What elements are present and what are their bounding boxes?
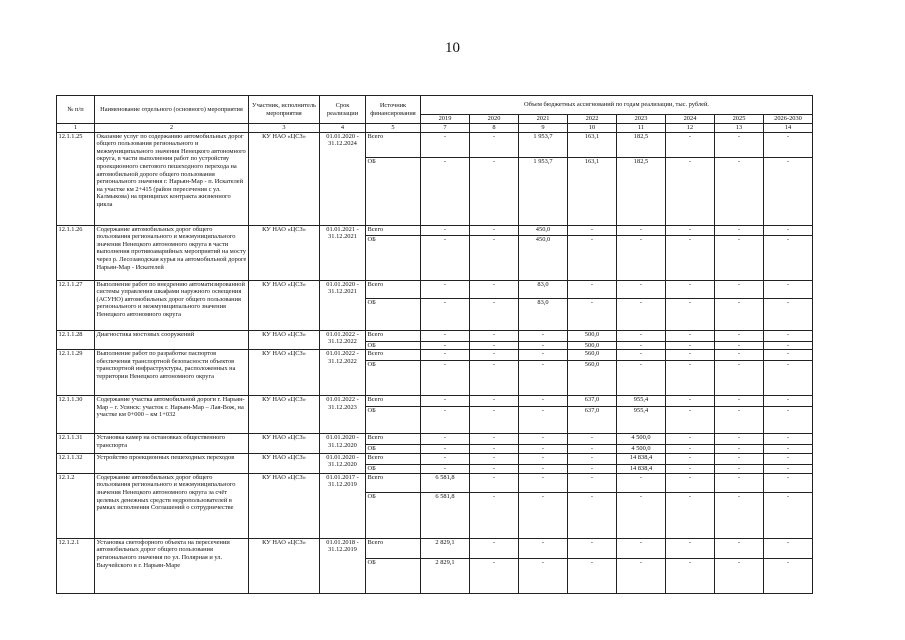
budget-value: -: [421, 445, 470, 454]
funding-source: ОБ: [366, 341, 421, 350]
budget-value: -: [568, 464, 617, 473]
budget-value: -: [715, 473, 764, 492]
budget-value: -: [715, 538, 764, 558]
budget-value: -: [568, 445, 617, 454]
budget-value: -: [764, 132, 813, 157]
budget-value: -: [519, 464, 568, 473]
budget-value: -: [470, 492, 519, 538]
funding-source: ОБ: [366, 235, 421, 280]
budget-value: -: [715, 396, 764, 407]
budget-value: -: [666, 434, 715, 445]
period: 01.01.2021 - 31.12.2021: [320, 225, 366, 280]
budget-value: -: [617, 361, 666, 396]
budget-value: 4 500,0: [617, 434, 666, 445]
participant: КУ НАО «ЦСЗ»: [249, 350, 320, 396]
budget-value: -: [764, 396, 813, 407]
budget-value: -: [568, 298, 617, 330]
budget-value: -: [764, 361, 813, 396]
budget-value: 1 953,7: [519, 157, 568, 225]
column-number: 8: [470, 124, 519, 133]
budget-value: -: [666, 350, 715, 361]
budget-value: -: [715, 225, 764, 235]
budget-value: -: [519, 396, 568, 407]
funding-source: Всего: [366, 350, 421, 361]
budget-value: -: [470, 453, 519, 464]
budget-value: -: [764, 280, 813, 298]
budget-value: -: [519, 434, 568, 445]
budget-value: -: [666, 558, 715, 593]
budget-value: -: [519, 341, 568, 350]
budget-value: 4 500,0: [617, 445, 666, 454]
budget-value: -: [715, 453, 764, 464]
column-number: 13: [715, 124, 764, 133]
budget-value: -: [568, 280, 617, 298]
budget-value: -: [666, 225, 715, 235]
budget-value: -: [764, 453, 813, 464]
funding-source: Всего: [366, 396, 421, 407]
budget-value: -: [470, 298, 519, 330]
budget-value: -: [421, 132, 470, 157]
budget-value: -: [470, 407, 519, 434]
budget-value: -: [764, 492, 813, 538]
budget-value: -: [470, 434, 519, 445]
table-row: [57, 225, 813, 235]
row-number: 12.1.2: [57, 473, 95, 538]
budget-value: -: [470, 445, 519, 454]
budget-value: -: [519, 492, 568, 538]
budget-value: -: [764, 341, 813, 350]
budget-value: -: [519, 361, 568, 396]
budget-value: -: [617, 341, 666, 350]
budget-value: -: [666, 464, 715, 473]
budget-value: -: [617, 330, 666, 341]
budget-value: -: [617, 235, 666, 280]
table-row: [57, 453, 813, 464]
participant: КУ НАО «ЦСЗ»: [249, 453, 320, 473]
table-row: [57, 538, 813, 558]
participant: КУ НАО «ЦСЗ»: [249, 132, 320, 225]
budget-value: -: [470, 330, 519, 341]
header-source: Источник финансирования: [366, 96, 421, 124]
funding-source: Всего: [366, 225, 421, 235]
budget-value: 14 838,4: [617, 464, 666, 473]
budget-value: -: [617, 350, 666, 361]
budget-value: -: [715, 492, 764, 538]
budget-value: -: [470, 341, 519, 350]
funding-source: Всего: [366, 453, 421, 464]
column-number: 14: [764, 124, 813, 133]
activity-name: Содержание автомобильных дорог общего пользования регионального и межмуниципального значения Ненецкого автономного округа в части выполнения противоаварийных мероприятий на мосту через р. Лесозаводская курья на автомобильной дороге Нарьян-Мар - Искателей: [95, 225, 249, 280]
budget-value: -: [666, 538, 715, 558]
table-row: [57, 280, 813, 298]
period: 01.01.2022 - 31.12.2023: [320, 396, 366, 434]
budget-value: 955,4: [617, 407, 666, 434]
funding-source: Всего: [366, 538, 421, 558]
budget-value: -: [764, 157, 813, 225]
table-row: [57, 330, 813, 341]
header-year: 2021: [519, 115, 568, 124]
budget-value: -: [470, 225, 519, 235]
budget-value: 163,1: [568, 132, 617, 157]
budget-value: -: [470, 132, 519, 157]
budget-value: -: [421, 407, 470, 434]
participant: КУ НАО «ЦСЗ»: [249, 280, 320, 330]
budget-value: -: [764, 464, 813, 473]
funding-source: Всего: [366, 132, 421, 157]
budget-value: -: [715, 361, 764, 396]
budget-value: -: [666, 407, 715, 434]
budget-value: -: [568, 453, 617, 464]
budget-value: -: [666, 280, 715, 298]
budget-value: -: [568, 492, 617, 538]
budget-value: -: [764, 445, 813, 454]
header-year: 2020: [470, 115, 519, 124]
budget-value: -: [617, 473, 666, 492]
row-number: 12.1.1.28: [57, 330, 95, 350]
budget-value: -: [715, 132, 764, 157]
budget-value: 2 829,1: [421, 558, 470, 593]
column-number: 9: [519, 124, 568, 133]
budget-value: -: [666, 341, 715, 350]
budget-value: -: [470, 538, 519, 558]
budget-value: -: [715, 350, 764, 361]
table-row: [57, 473, 813, 492]
budget-value: -: [715, 280, 764, 298]
period: 01.01.2020 - 31.12.2021: [320, 280, 366, 330]
budget-value: 500,0: [568, 341, 617, 350]
budget-value: -: [421, 298, 470, 330]
budget-value: -: [470, 157, 519, 225]
budget-value: -: [764, 473, 813, 492]
header-year: 2026-2030: [764, 115, 813, 124]
table-row: [57, 132, 813, 157]
row-number: 12.1.1.27: [57, 280, 95, 330]
period: 01.01.2020 - 31.12.2020: [320, 434, 366, 454]
budget-value: 637,0: [568, 407, 617, 434]
page-number: 10: [445, 40, 460, 56]
budget-value: -: [421, 464, 470, 473]
budget-value: -: [764, 298, 813, 330]
header-year: 2025: [715, 115, 764, 124]
column-number: 1: [57, 124, 95, 133]
budget-value: -: [764, 330, 813, 341]
budget-value: -: [519, 558, 568, 593]
funding-source: ОБ: [366, 298, 421, 330]
budget-value: -: [470, 280, 519, 298]
funding-source: ОБ: [366, 492, 421, 538]
budget-value: -: [421, 235, 470, 280]
budget-value: 163,1: [568, 157, 617, 225]
budget-value: -: [470, 235, 519, 280]
budget-value: -: [617, 538, 666, 558]
budget-value: -: [666, 453, 715, 464]
budget-value: -: [666, 298, 715, 330]
activity-name: Выполнение работ по внедрению автоматизированной системы управления шкафами наружного освещения (АСУНО) автомобильных дорог общего пользования регионального и межмуниципального значения Ненецкого автономного округа: [95, 280, 249, 330]
participant: КУ НАО «ЦСЗ»: [249, 538, 320, 593]
row-number: 12.1.1.31: [57, 434, 95, 454]
header-year: 2019: [421, 115, 470, 124]
budget-value: -: [764, 350, 813, 361]
participant: КУ НАО «ЦСЗ»: [249, 225, 320, 280]
budget-value: -: [715, 407, 764, 434]
budget-value: -: [519, 350, 568, 361]
budget-value: 560,0: [568, 361, 617, 396]
participant: КУ НАО «ЦСЗ»: [249, 473, 320, 538]
activity-name: Содержание автомобильных дорог общего пользования регионального и межмуниципального значения Ненецкого автономного округа за счёт целевых денежных средств недропользователей в рамках исполнения Соглашений о сотрудничестве: [95, 473, 249, 538]
period: 01.01.2017 - 31.12.2019: [320, 473, 366, 538]
row-number: 12.1.1.32: [57, 453, 95, 473]
participant: КУ НАО «ЦСЗ»: [249, 434, 320, 454]
budget-value: -: [568, 558, 617, 593]
budget-value: -: [715, 464, 764, 473]
funding-source: Всего: [366, 330, 421, 341]
period: 01.01.2020 - 31.12.2024: [320, 132, 366, 225]
budget-value: -: [568, 434, 617, 445]
budget-value: 955,4: [617, 396, 666, 407]
budget-value: -: [519, 330, 568, 341]
header-period: Срок реализации: [320, 96, 366, 124]
budget-value: 182,5: [617, 157, 666, 225]
funding-source: ОБ: [366, 157, 421, 225]
budget-value: 2 829,1: [421, 538, 470, 558]
budget-value: 1 953,7: [519, 132, 568, 157]
table-row: [57, 396, 813, 407]
budget-value: -: [715, 330, 764, 341]
header-budget: Объем бюджетных ассигнований по годам реализации, тыс. рублей.: [421, 96, 813, 115]
budget-value: -: [764, 235, 813, 280]
budget-table: [56, 95, 813, 594]
budget-value: -: [617, 280, 666, 298]
row-number: 12.1.1.25: [57, 132, 95, 225]
table-row: [57, 350, 813, 361]
budget-value: -: [470, 464, 519, 473]
budget-value: -: [470, 361, 519, 396]
budget-value: -: [666, 396, 715, 407]
budget-value: -: [421, 341, 470, 350]
header-row: [57, 96, 813, 115]
funding-source: Всего: [366, 280, 421, 298]
activity-name: Диагностика мостовых сооружений: [95, 330, 249, 350]
activity-name: Устройство проекционных пешеходных переходов: [95, 453, 249, 473]
period: 01.01.2020 - 31.12.2020: [320, 453, 366, 473]
participant: КУ НАО «ЦСЗ»: [249, 396, 320, 434]
budget-value: -: [715, 235, 764, 280]
header-no: № п/п: [57, 96, 95, 124]
table-row: [57, 434, 813, 445]
budget-value: -: [666, 132, 715, 157]
row-number: 12.1.1.29: [57, 350, 95, 396]
budget-value: -: [764, 558, 813, 593]
budget-value: 560,0: [568, 350, 617, 361]
budget-value: -: [617, 298, 666, 330]
budget-value: -: [519, 538, 568, 558]
funding-source: ОБ: [366, 407, 421, 434]
funding-source: ОБ: [366, 445, 421, 454]
header-year: 2023: [617, 115, 666, 124]
funding-source: ОБ: [366, 361, 421, 396]
budget-value: -: [715, 558, 764, 593]
budget-value: -: [519, 453, 568, 464]
header-name: Наименование отдельного (основного) мероприятия: [95, 96, 249, 124]
row-number: 12.1.2.1: [57, 538, 95, 593]
activity-name: Установка светофорного объекта на пересечении автомобильных дорог общего пользования регионального значения по ул. Полярная и ул. Выучейского в г. Нарьян-Маре: [95, 538, 249, 593]
budget-value: -: [617, 558, 666, 593]
budget-value: -: [519, 445, 568, 454]
budget-value: -: [666, 361, 715, 396]
funding-source: ОБ: [366, 558, 421, 593]
budget-value: -: [666, 235, 715, 280]
budget-value: 450,0: [519, 225, 568, 235]
budget-value: -: [568, 538, 617, 558]
budget-value: 83,0: [519, 280, 568, 298]
participant: КУ НАО «ЦСЗ»: [249, 330, 320, 350]
column-number: 10: [568, 124, 617, 133]
budget-value: -: [421, 434, 470, 445]
budget-value: -: [666, 492, 715, 538]
header-year: 2022: [568, 115, 617, 124]
column-number: 4: [320, 124, 366, 133]
budget-value: 182,5: [617, 132, 666, 157]
budget-value: -: [568, 473, 617, 492]
header-year: 2024: [666, 115, 715, 124]
budget-value: -: [421, 280, 470, 298]
budget-value: -: [421, 225, 470, 235]
column-number: 11: [617, 124, 666, 133]
budget-value: -: [519, 473, 568, 492]
budget-value: -: [617, 225, 666, 235]
budget-value: -: [715, 157, 764, 225]
column-number: 7: [421, 124, 470, 133]
budget-value: -: [470, 350, 519, 361]
budget-value: -: [421, 396, 470, 407]
budget-value: -: [666, 473, 715, 492]
budget-value: -: [617, 492, 666, 538]
column-numbers-row: [57, 124, 813, 133]
row-number: 12.1.1.30: [57, 396, 95, 434]
activity-name: Установка камер на остановках общественного транспорта: [95, 434, 249, 454]
budget-value: -: [421, 361, 470, 396]
budget-value: 14 838,4: [617, 453, 666, 464]
budget-value: 637,0: [568, 396, 617, 407]
budget-value: -: [666, 330, 715, 341]
budget-value: -: [470, 558, 519, 593]
budget-value: -: [666, 157, 715, 225]
funding-source: Всего: [366, 473, 421, 492]
budget-value: -: [421, 453, 470, 464]
funding-source: Всего: [366, 434, 421, 445]
period: 01.01.2018 - 31.12.2019: [320, 538, 366, 593]
budget-value: 6 581,8: [421, 492, 470, 538]
budget-value: 450,0: [519, 235, 568, 280]
column-number: 12: [666, 124, 715, 133]
column-number: 5: [366, 124, 421, 133]
budget-value: -: [715, 434, 764, 445]
funding-source: ОБ: [366, 464, 421, 473]
budget-value: -: [470, 473, 519, 492]
period: 01.01.2022 - 31.12.2022: [320, 330, 366, 350]
budget-value: -: [470, 396, 519, 407]
column-number: 2: [95, 124, 249, 133]
activity-name: Выполнение работ по разработке паспортов обеспечения транспортной безопасности объектов транспортной инфраструктуры, расположенных на территории Ненецкого автономного округа: [95, 350, 249, 396]
activity-name: Содержание участка автомобильной дороги г. Нарьян-Мар – г. Усинск: участок г. Нарьян-Мар – Лая-Вож, на участке км 0+000 – км 1+032: [95, 396, 249, 434]
budget-value: 83,0: [519, 298, 568, 330]
budget-value: -: [421, 330, 470, 341]
budget-value: 6 581,8: [421, 473, 470, 492]
budget-value: -: [568, 225, 617, 235]
budget-value: -: [715, 298, 764, 330]
header-participant: Участник, исполнитель мероприятия: [249, 96, 320, 124]
budget-value: -: [764, 407, 813, 434]
activity-name: Оказание услуг по содержанию автомобильных дорог общего пользования регионального и межмуниципального значения Ненецкого автономного округа, в части выполнения работ по устройству проекционного светового пешеходного перехода на автомобильной дороге общего пользования регионального значения г. Нарьян-Мар - п. Искателей на участке км 2+415 (район пересечения с ул. Калмыкова) на принципах контракта жизненного цикла: [95, 132, 249, 225]
row-number: 12.1.1.26: [57, 225, 95, 280]
budget-value: -: [764, 434, 813, 445]
budget-value: -: [519, 407, 568, 434]
budget-value: -: [715, 341, 764, 350]
budget-value: -: [764, 538, 813, 558]
budget-value: -: [421, 350, 470, 361]
budget-value: -: [568, 235, 617, 280]
budget-value: -: [666, 445, 715, 454]
budget-value: -: [715, 445, 764, 454]
budget-value: -: [764, 225, 813, 235]
period: 01.01.2022 - 31.12.2022: [320, 350, 366, 396]
budget-value: -: [421, 157, 470, 225]
column-number: 3: [249, 124, 320, 133]
budget-value: 500,0: [568, 330, 617, 341]
